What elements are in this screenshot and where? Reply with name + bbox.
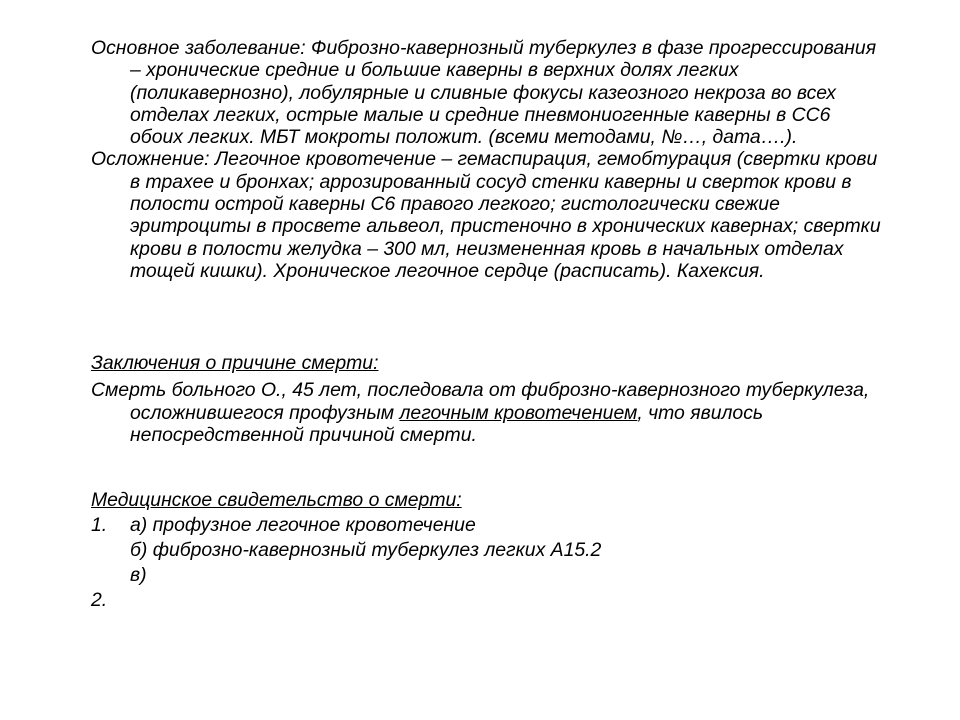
diagnosis-section (91, 37, 881, 282)
certificate-heading: Медицинское свидетельство о смерти: (91, 489, 462, 511)
item-1a-text: а) профузное легочное кровотечение (130, 514, 476, 537)
item-number-2: 2. (91, 589, 108, 612)
item-number-1: 1. (91, 514, 108, 537)
conclusion-section (91, 352, 881, 446)
certificate-item-1c (91, 564, 881, 589)
certificate-section (91, 489, 881, 614)
conclusion-text-end: , что явилось непосредственной причиной смерти. (130, 401, 764, 446)
conclusion-paragraph (91, 379, 881, 446)
main-disease-label: Основное заболевание: (91, 37, 312, 59)
item-1b-text: б) фиброзно-кавернозный туберкулез легких А15.2 (130, 539, 602, 562)
certificate-item-2 (91, 589, 881, 614)
conclusion-underlined-text: легочным кровотечением (399, 401, 638, 424)
conclusion-heading: Заключения о причине смерти: (91, 352, 379, 374)
main-disease-paragraph (91, 37, 881, 148)
item-1c-text: в) (130, 564, 147, 587)
complication-label: Осложнение: (91, 148, 215, 171)
certificate-item-1a (91, 514, 881, 539)
complication-paragraph (91, 148, 881, 282)
complication-text: Легочное кровотечение – гемаспирация, гемобтурация (свертки крови в трахее и бронхах; аррозированный сосуд стенки каверны и сверток крови в полости острой каверны С6 правого легкого; гистологически свежие эритроциты в просвете альвеол, пристеночно в хронических кавернах; свертки крови в полости желудка – 300 мл, неизмененная кровь в начальных отделах тощей кишки). Хроническое легочное сердце (расписать). Кахексия. (130, 148, 881, 282)
main-disease-text: Фиброзно-кавернозный туберкулез в фазе прогрессирования – хронические средние и большие каверны в верхних долях легких (поликавернозно), лобулярные и сливные фокусы казеозного некроза во всех отделах легких, острые малые и средние пневмониогенные каверны в СС6 обоих легких. МБТ мокроты положит. (всеми методами, №…, дата….). (130, 37, 877, 149)
certificate-item-1b (91, 539, 881, 564)
conclusion-text-start: Смерть больного О., 45 лет, последовала от фиброзно-кавернозного туберкулеза, осложнившегося профузным (91, 379, 870, 424)
